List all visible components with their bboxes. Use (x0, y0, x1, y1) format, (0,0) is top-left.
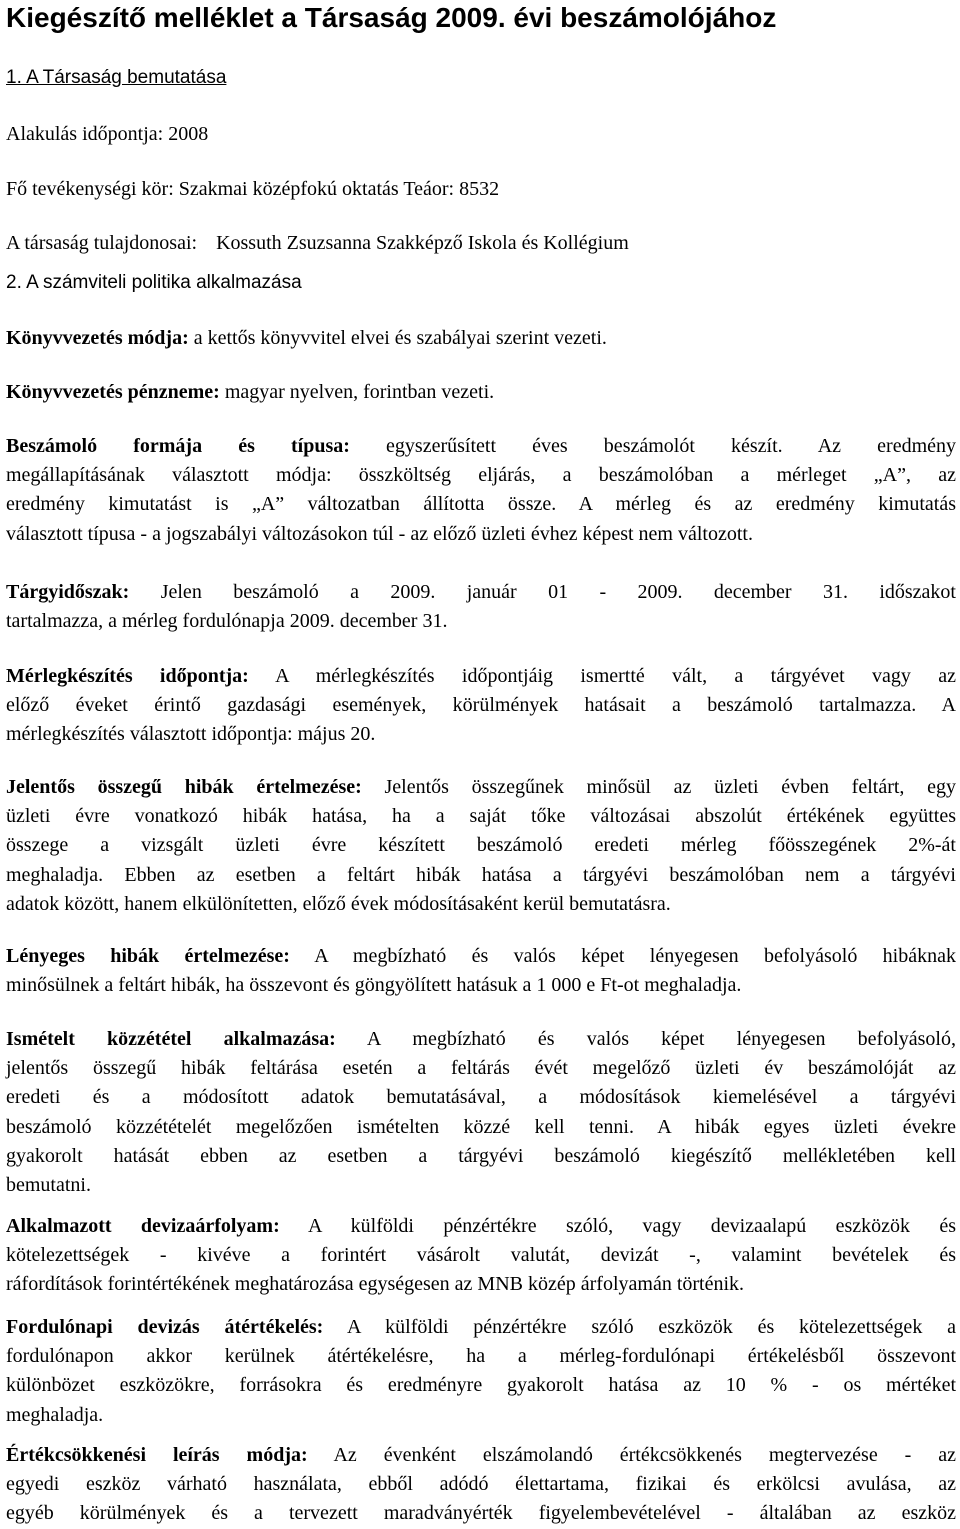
currency-text: magyar nyelven, forintban vezeti. (219, 381, 495, 403)
revaluation-line-2: fordulónapon akkor kerülnek átértékelésre, ha a mérleg-fordulónapi értékelésből összevont (6, 1345, 956, 1368)
depreciation-line-1 (6, 1441, 956, 1470)
depreciation-label: Értékcsökkenési leírás módja: (6, 1444, 308, 1466)
significant-errors-label: Jelentős összegű hibák értelmezése: (6, 776, 362, 798)
republication-line-3: eredeti és a módosított adatok bemutatásával, a módosítások kiemelésével a tárgyévi (6, 1086, 956, 1109)
currency-label: Könyvvezetés pénzneme: (6, 381, 220, 403)
paragraph-significant-errors (6, 773, 956, 919)
paragraph-republication (6, 1025, 956, 1200)
revaluation-text-1: A külföldi pénzértékre szóló eszközök és kötelezettségek a (323, 1316, 956, 1338)
revaluation-line-1 (6, 1313, 956, 1342)
document-title: Kiegészítő melléklet a Társaság 2009. évi beszámolójához (6, 2, 777, 33)
period-line-1 (6, 578, 956, 607)
balance-date-text-1: A mérlegkészítés időpontjáig ismertté vált, a tárgyévet vagy az (248, 665, 956, 687)
republication-line-2: jelentős összegű hibák feltárása esetén a feltárás évét megelőző üzleti év beszámolóját az (6, 1057, 956, 1080)
report-form-text-1: egyszerűsített éves beszámolót készít. Az eredmény (349, 435, 956, 457)
paragraph-material-errors (6, 942, 956, 1000)
paragraph-report-form (6, 432, 956, 549)
paragraph-revaluation (6, 1313, 956, 1430)
owners-label: A társaság tulajdonosai: (6, 232, 198, 254)
balance-date-line-1 (6, 662, 956, 691)
material-errors-line-2: minősülnek a feltárt hibák, ha összevont és göngyölített hatásuk a 1 000 e Ft-ot meghaladja. (6, 974, 742, 997)
balance-date-label: Mérlegkészítés időpontja: (6, 665, 249, 687)
paragraph-currency (6, 378, 956, 407)
significant-errors-line-5: adatok között, hanem elkülönítetten, előző évek módosításaként kerül bemutatásra. (6, 892, 671, 915)
balance-date-line-3: mérlegkészítés választott időpontja: május 20. (6, 723, 376, 746)
section-heading-2: 2. A számviteli politika alkalmazása (6, 272, 302, 293)
report-form-line-3: eredmény kimutatást is „A” változatban állította össze. A mérleg és az eredmény kimutatás (6, 493, 956, 516)
period-text-1: Jelen beszámoló a 2009. január 01 - 2009. december 31. időszakot (129, 581, 956, 603)
paragraph-depreciation (6, 1441, 956, 1529)
owners-line (6, 230, 629, 256)
depreciation-line-3: egyéb körülmények és a tervezett maradványérték figyelembevételével - általában az eszköz (6, 1502, 956, 1525)
significant-errors-text-1: Jelentős összegűnek minősül az üzleti évben feltárt, egy (361, 776, 956, 798)
significant-errors-line-3: összege a vizsgált üzleti évre készített beszámoló eredeti mérleg főösszegének 2%-át (6, 834, 956, 857)
republication-line-6: bemutatni. (6, 1174, 91, 1197)
revaluation-line-3: különbözet eszközökre, forrásokra és eredményre gyakorolt hatása az 10 % - os mértéket (6, 1374, 956, 1397)
report-form-label: Beszámoló formája és típusa: (6, 435, 350, 457)
republication-line-4: beszámoló közzétételét megelőzően ismételten közzé kell tenni. A hibák egyes üzleti évekre (6, 1115, 956, 1138)
material-errors-text-1: A megbízható és valós képet lényegesen befolyásoló hibáknak (289, 945, 956, 967)
paragraph-balance-date (6, 662, 956, 750)
main-activity-line: Fő tevékenységi kör: Szakmai középfokú oktatás Teáor: 8532 (6, 178, 500, 200)
republication-line-1 (6, 1025, 956, 1054)
revaluation-label: Fordulónapi devizás átértékelés: (6, 1316, 324, 1338)
exchange-rate-line-1 (6, 1212, 956, 1241)
exchange-rate-label: Alkalmazott devizaárfolyam: (6, 1215, 280, 1237)
balance-date-line-2: előző éveket érintő gazdasági események, körülmények hatásait a beszámoló tartalmazza. A (6, 694, 956, 717)
paragraph-bookkeeping-method (6, 324, 956, 353)
material-errors-line-1 (6, 942, 956, 971)
republication-text-1: A megbízható és valós képet lényegesen befolyásoló, (335, 1028, 956, 1050)
revaluation-line-4: meghaladja. (6, 1403, 104, 1426)
owners-value: Kossuth Zsuzsanna Szakképző Iskola és Kollégium (216, 232, 629, 254)
material-errors-label: Lényeges hibák értelmezése: (6, 945, 290, 967)
paragraph-period (6, 578, 956, 636)
bookkeeping-method-text: a kettős könyvvitel elvei és szabályai szerint vezeti. (188, 327, 607, 349)
significant-errors-line-4: meghaladja. Ebben az esetben a feltárt hibák hatása a tárgyévi beszámolóban nem a tárgyévi (6, 863, 956, 886)
report-form-line-1 (6, 432, 956, 461)
paragraph-exchange-rate (6, 1212, 956, 1300)
exchange-rate-line-3: ráfordítások forintértékének meghatározása egységesen az MNB közép árfolyamán történik. (6, 1273, 745, 1296)
significant-errors-line-2: üzleti évre vonatkozó hibák hatása, ha a saját tőke változásai abszolút értékének együttes (6, 805, 956, 828)
depreciation-line-2: egyedi eszköz várható használata, ebből adódó élettartama, fizikai és erkölcsi avulása, az (6, 1473, 956, 1496)
republication-label: Ismételt közzététel alkalmazása: (6, 1028, 336, 1050)
founding-date-line: Alakulás időpontja: 2008 (6, 123, 209, 145)
period-line-2: tartalmazza, a mérleg fordulónapja 2009. december 31. (6, 610, 448, 633)
report-form-line-4: választott típusa - a jogszabályi változásokon túl - az előző üzleti évhez képest nem változott. (6, 522, 753, 545)
exchange-rate-line-2: kötelezettségek - kivéve a forintért vásárolt valutát, devizát -, valamint bevételek és (6, 1244, 956, 1267)
section-heading-1: 1. A Társaság bemutatása (6, 67, 227, 88)
report-form-line-2: megállapításának választott módja: összköltség eljárás, a beszámolóban a mérleget „A”, az (6, 464, 956, 487)
significant-errors-line-1 (6, 773, 956, 802)
depreciation-text-1: Az évenként elszámolandó értékcsökkenés megtervezése - az (307, 1444, 956, 1466)
republication-line-5: gyakorolt hatását ebben az esetben a tárgyévi beszámoló kiegészítő mellékletében kell (6, 1144, 956, 1167)
bookkeeping-method-label: Könyvvezetés módja: (6, 327, 189, 349)
period-label: Tárgyidőszak: (6, 581, 130, 603)
exchange-rate-text-1: A külföldi pénzértékre szóló, vagy devizaalapú eszközök és (279, 1215, 956, 1237)
